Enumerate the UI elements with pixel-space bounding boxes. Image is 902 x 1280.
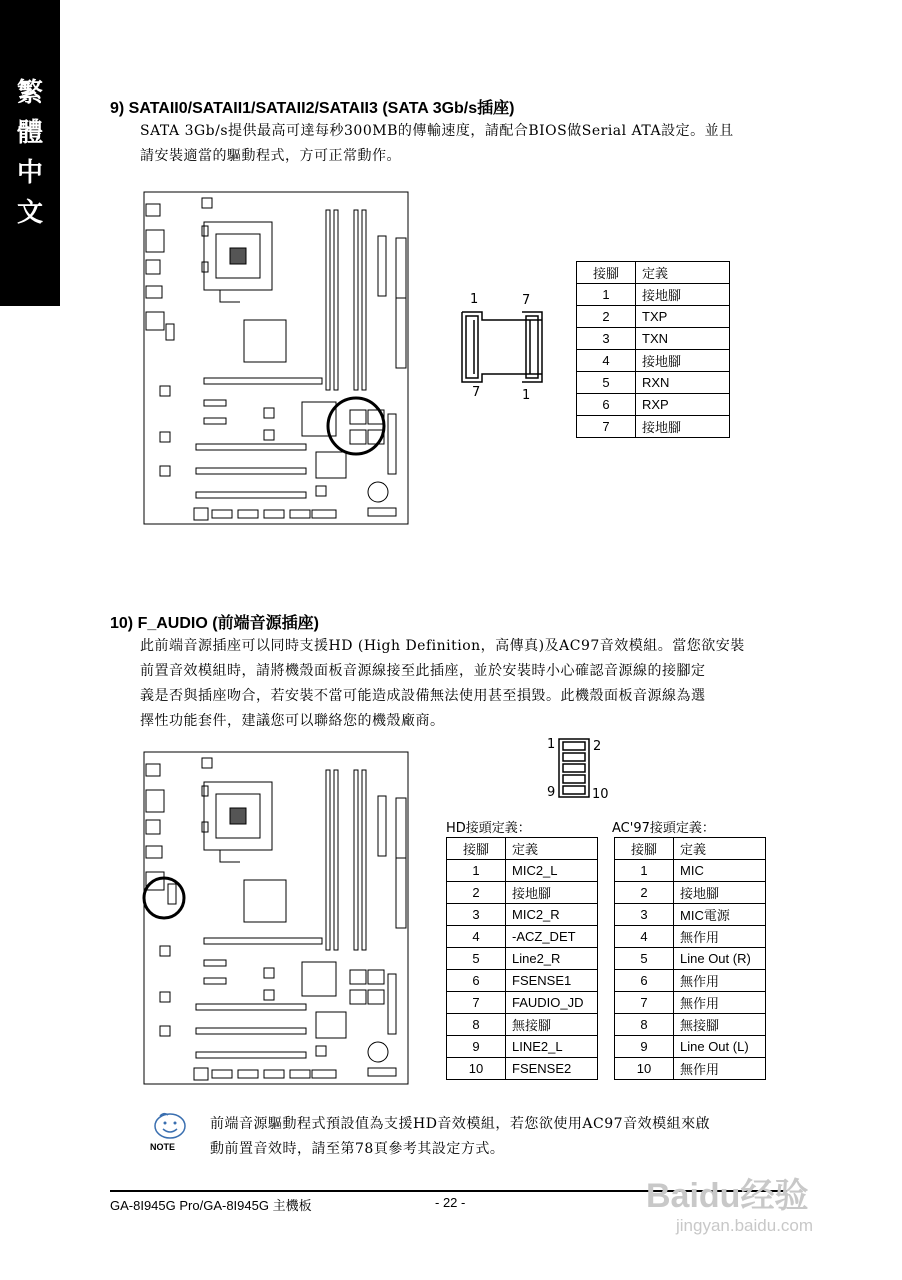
table-row bbox=[447, 970, 598, 992]
pin-number: 7 bbox=[577, 416, 636, 438]
table-row bbox=[577, 372, 730, 394]
pin-number: 7 bbox=[615, 992, 674, 1014]
pin-number: 6 bbox=[615, 970, 674, 992]
table-row bbox=[447, 1014, 598, 1036]
pin-definition: 無作用 bbox=[674, 992, 766, 1014]
side-tab-char: 體 bbox=[16, 118, 43, 148]
table-row bbox=[447, 948, 598, 970]
pin-number: 5 bbox=[615, 948, 674, 970]
sata-pin-table bbox=[576, 261, 730, 438]
table-row bbox=[577, 416, 730, 438]
table-header: 定義 bbox=[636, 262, 730, 284]
table-row bbox=[577, 394, 730, 416]
language-side-tab bbox=[0, 0, 60, 306]
section10-text-line3: 義是否與插座吻合，若安裝不當可能造成設備無法使用甚至損毀。此機殼面板音源線為選 bbox=[140, 688, 706, 704]
pin-number: 8 bbox=[615, 1014, 674, 1036]
sata-pin-label: 7 bbox=[472, 385, 481, 400]
table-row bbox=[447, 1058, 598, 1080]
table-header-row bbox=[615, 838, 766, 860]
pin-number: 6 bbox=[447, 970, 506, 992]
side-tab-char: 文 bbox=[16, 198, 43, 228]
pin-number: 3 bbox=[577, 328, 636, 350]
note-label: NOTE bbox=[150, 1142, 176, 1152]
audio-pin-label: 1 bbox=[547, 737, 556, 752]
section9-title: 9) SATAII0/SATAII1/SATAII2/SATAII3 (SATA 3Gb/s插座) bbox=[110, 100, 515, 117]
pin-definition: Line Out (L) bbox=[674, 1036, 766, 1058]
pin-number: 5 bbox=[577, 372, 636, 394]
table-header: 定義 bbox=[674, 838, 766, 860]
section10-text-line2: 前置音效模組時，請將機殼面板音源線接至此插座，並於安裝時小心確認音源線的接腳定 bbox=[140, 663, 706, 679]
pin-number: 3 bbox=[615, 904, 674, 926]
pin-definition: Line Out (R) bbox=[674, 948, 766, 970]
table-row bbox=[615, 992, 766, 1014]
note-text-line2: 動前置音效時，請至第78頁參考其設定方式。 bbox=[210, 1141, 505, 1157]
watermark-brand: Baidu经验 bbox=[646, 1177, 809, 1215]
pin-number: 1 bbox=[577, 284, 636, 306]
section10-title: 10) F_AUDIO (前端音源插座) bbox=[110, 615, 319, 632]
section10-text-line4: 擇性功能套件，建議您可以聯絡您的機殼廠商。 bbox=[140, 713, 445, 729]
section9-text-line1: SATA 3Gb/s提供最高可達每秒300MB的傳輸速度，請配合BIOS做Serial ATA設定。並且 bbox=[140, 123, 734, 139]
pin-number: 6 bbox=[577, 394, 636, 416]
pin-number: 10 bbox=[447, 1058, 506, 1080]
pin-definition: Line2_R bbox=[506, 948, 598, 970]
pin-definition: 接地腳 bbox=[674, 882, 766, 904]
pin-definition: RXN bbox=[636, 372, 730, 394]
pin-number: 10 bbox=[615, 1058, 674, 1080]
sata-pin-label: 7 bbox=[522, 293, 531, 308]
table-row bbox=[615, 1036, 766, 1058]
section10-text-line1: 此前端音源插座可以同時支援HD (High Definition，高傳真)及AC97音效模組。當您欲安裝 bbox=[140, 638, 745, 654]
pin-definition: 接地腳 bbox=[636, 416, 730, 438]
pin-definition: FAUDIO_JD bbox=[506, 992, 598, 1014]
table-header: 接腳 bbox=[615, 838, 674, 860]
pin-number: 9 bbox=[615, 1036, 674, 1058]
note-text-line1: 前端音源驅動程式預設值為支援HD音效模組，若您欲使用AC97音效模組來啟 bbox=[210, 1116, 711, 1132]
table-row bbox=[577, 328, 730, 350]
table-row bbox=[577, 350, 730, 372]
pin-definition: MIC bbox=[674, 860, 766, 882]
table-row bbox=[447, 992, 598, 1014]
table-row bbox=[615, 882, 766, 904]
table-row bbox=[615, 1014, 766, 1036]
note-icon bbox=[150, 1112, 190, 1142]
table-header-row bbox=[577, 262, 730, 284]
table-row bbox=[615, 860, 766, 882]
audio-header-diagram bbox=[558, 738, 590, 798]
table-row bbox=[615, 970, 766, 992]
table-header: 接腳 bbox=[577, 262, 636, 284]
pin-definition: 無作用 bbox=[674, 970, 766, 992]
sata-pin-label: 1 bbox=[522, 388, 531, 403]
pin-number: 5 bbox=[447, 948, 506, 970]
ac97-table-caption: AC'97接頭定義： bbox=[612, 821, 715, 836]
pin-number: 4 bbox=[577, 350, 636, 372]
pin-definition: 無作用 bbox=[674, 1058, 766, 1080]
pin-definition: FSENSE2 bbox=[506, 1058, 598, 1080]
table-header: 接腳 bbox=[447, 838, 506, 860]
pin-definition: MIC電源 bbox=[674, 904, 766, 926]
audio-pin-label: 9 bbox=[547, 785, 556, 800]
pin-number: 4 bbox=[615, 926, 674, 948]
hd-table-caption: HD接頭定義： bbox=[446, 821, 531, 836]
table-row bbox=[615, 948, 766, 970]
section9-text-line2: 請安裝適當的驅動程式，方可正常動作。 bbox=[140, 148, 401, 164]
audio-pin-label: 10 bbox=[592, 787, 609, 802]
pin-number: 2 bbox=[447, 882, 506, 904]
pin-definition: 無作用 bbox=[674, 926, 766, 948]
audio-pin-label: 2 bbox=[593, 739, 602, 754]
pin-definition: TXP bbox=[636, 306, 730, 328]
pin-number: 1 bbox=[447, 860, 506, 882]
pin-definition: -ACZ_DET bbox=[506, 926, 598, 948]
pin-definition: 無接腳 bbox=[506, 1014, 598, 1036]
table-row bbox=[447, 926, 598, 948]
table-row bbox=[447, 860, 598, 882]
table-row bbox=[615, 1058, 766, 1080]
table-row bbox=[447, 882, 598, 904]
ac97-pin-table bbox=[614, 837, 766, 1080]
table-row bbox=[577, 284, 730, 306]
pin-number: 4 bbox=[447, 926, 506, 948]
table-row bbox=[447, 1036, 598, 1058]
pin-definition: 接地腳 bbox=[506, 882, 598, 904]
motherboard-diagram-sata bbox=[140, 190, 412, 526]
side-tab-char: 中 bbox=[16, 158, 43, 188]
pin-definition: 無接腳 bbox=[674, 1014, 766, 1036]
pin-definition: FSENSE1 bbox=[506, 970, 598, 992]
table-row bbox=[577, 306, 730, 328]
pin-definition: 接地腳 bbox=[636, 284, 730, 306]
pin-number: 2 bbox=[615, 882, 674, 904]
pin-definition: LINE2_L bbox=[506, 1036, 598, 1058]
pin-definition: MIC2_L bbox=[506, 860, 598, 882]
motherboard-diagram-audio bbox=[140, 750, 412, 1086]
pin-number: 7 bbox=[447, 992, 506, 1014]
table-header-row bbox=[447, 838, 598, 860]
pin-definition: RXP bbox=[636, 394, 730, 416]
table-header: 定義 bbox=[506, 838, 598, 860]
side-tab-char: 繁 bbox=[16, 78, 43, 108]
sata-connector-diagram bbox=[452, 290, 552, 400]
watermark-url: jingyan.baidu.com bbox=[676, 1216, 814, 1235]
table-row bbox=[447, 904, 598, 926]
pin-number: 3 bbox=[447, 904, 506, 926]
pin-number: 8 bbox=[447, 1014, 506, 1036]
table-row bbox=[615, 926, 766, 948]
hd-pin-table bbox=[446, 837, 598, 1080]
sata-pin-label: 1 bbox=[470, 292, 479, 307]
pin-definition: 接地腳 bbox=[636, 350, 730, 372]
pin-definition: TXN bbox=[636, 328, 730, 350]
table-row bbox=[615, 904, 766, 926]
pin-number: 9 bbox=[447, 1036, 506, 1058]
footer-product: GA-8I945G Pro/GA-8I945G 主機板 bbox=[110, 1198, 312, 1213]
pin-number: 1 bbox=[615, 860, 674, 882]
pin-definition: MIC2_R bbox=[506, 904, 598, 926]
pin-number: 2 bbox=[577, 306, 636, 328]
footer-page-number: - 22 - bbox=[435, 1195, 466, 1210]
